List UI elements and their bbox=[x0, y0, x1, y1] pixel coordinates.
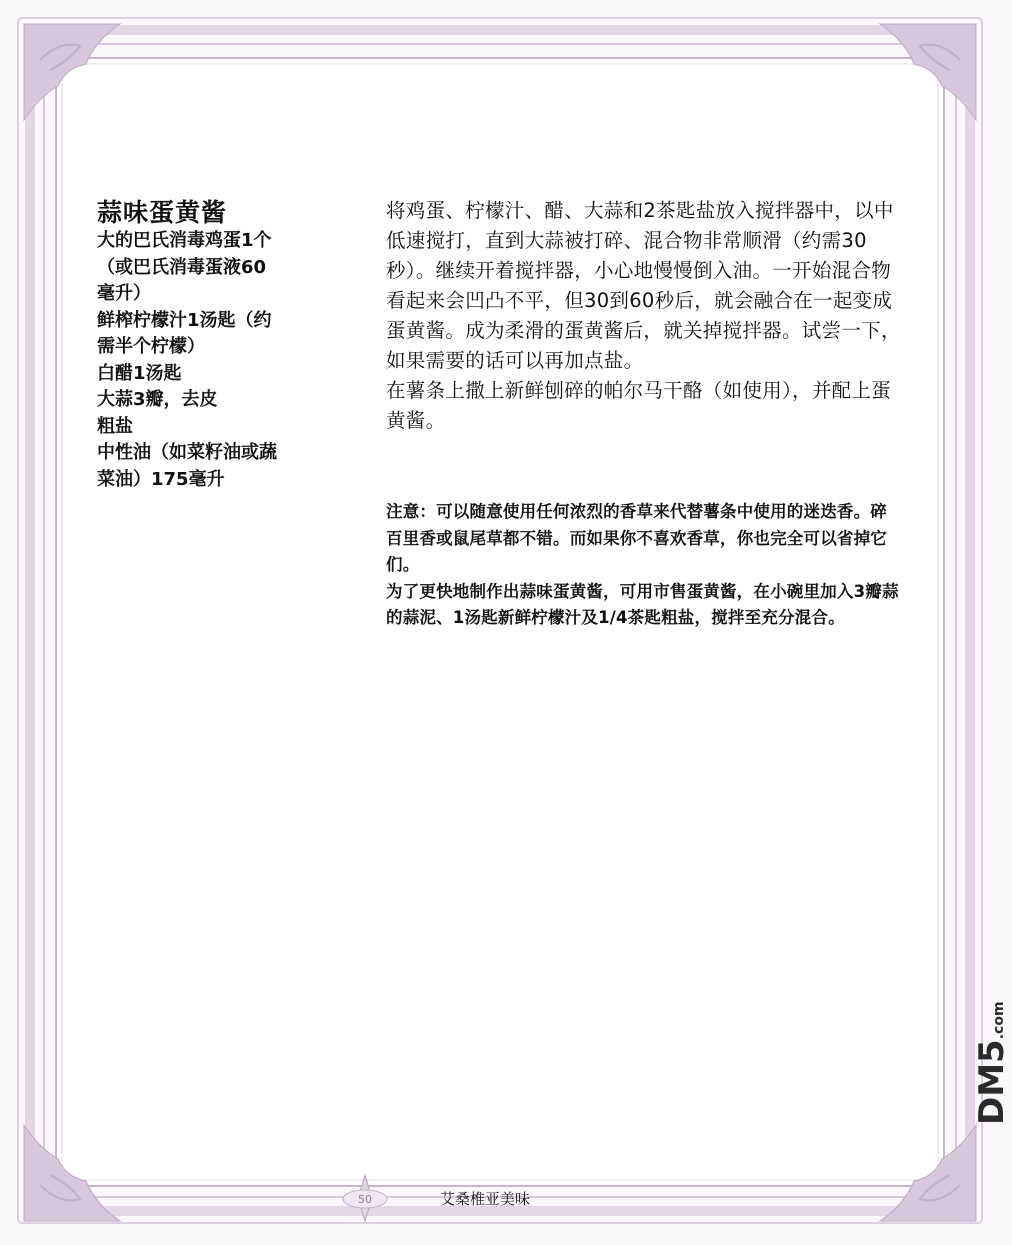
page-number: 50 bbox=[358, 1193, 372, 1206]
step-paragraph: 将鸡蛋、柠檬汁、醋、大蒜和2茶匙盐放入搅拌器中，以中低速搅打，直到大蒜被打碎、混合物非常顺滑（约需30秒）。继续开着搅拌器，小心地慢慢倒入油。一开始混合物看起来会凹凸不平，但30到60秒后，就会融合在一起变成蛋黄酱。成为柔滑的蛋黄酱后，就关掉搅拌器。试尝一下，如果需要的话可以再加点盐。 bbox=[386, 199, 901, 372]
ingredient-line: 鲜榨柠檬汁1汤匙（约 bbox=[97, 309, 272, 331]
recipe-title: 蒜味蛋黄酱 bbox=[97, 198, 228, 227]
ingredient-line: （或巴氏消毒蛋液60 bbox=[97, 256, 267, 278]
note-paragraph: 为了更快地制作出蒜味蛋黄酱，可用市售蛋黄酱，在小碗里加入3瓣蒜的蒜泥、1汤匙新鲜柠檬汁及1/4茶匙粗盐，搅拌至充分混合。 bbox=[386, 581, 899, 627]
site-watermark bbox=[972, 1001, 1012, 1125]
ingredient-line: 白醋1汤匙 bbox=[97, 362, 182, 384]
note-paragraph: 注意：可以随意使用任何浓烈的香草来代替薯条中使用的迷迭香。碎百里香或鼠尾草都不错。而如果你不喜欢香草，你也完全可以省掉它们。 bbox=[386, 502, 887, 574]
ingredient-line: 菜油）175毫升 bbox=[97, 468, 225, 490]
ingredient-line: 需半个柠檬） bbox=[97, 336, 205, 357]
recipe-steps bbox=[386, 196, 901, 436]
book-title: 艾桑椎亚美味 bbox=[440, 1190, 531, 1208]
ingredient-line: 大的巴氏消毒鸡蛋1个 bbox=[97, 230, 272, 251]
recipe-notes bbox=[386, 499, 901, 632]
ingredient-line: 毫升） bbox=[97, 283, 151, 304]
ingredient-line: 大蒜3瓣，去皮 bbox=[97, 389, 218, 410]
ingredient-line: 粗盐 bbox=[97, 415, 133, 437]
watermark-brand: DM5 bbox=[972, 1039, 1012, 1125]
step-paragraph: 在薯条上撒上新鲜刨碎的帕尔马干酪（如使用），并配上蛋黄酱。 bbox=[386, 379, 892, 432]
ingredient-line: 中性油（如菜籽油或蔬 bbox=[97, 442, 277, 463]
watermark-suffix: .com bbox=[991, 1001, 1007, 1040]
ingredient-list bbox=[97, 228, 347, 493]
